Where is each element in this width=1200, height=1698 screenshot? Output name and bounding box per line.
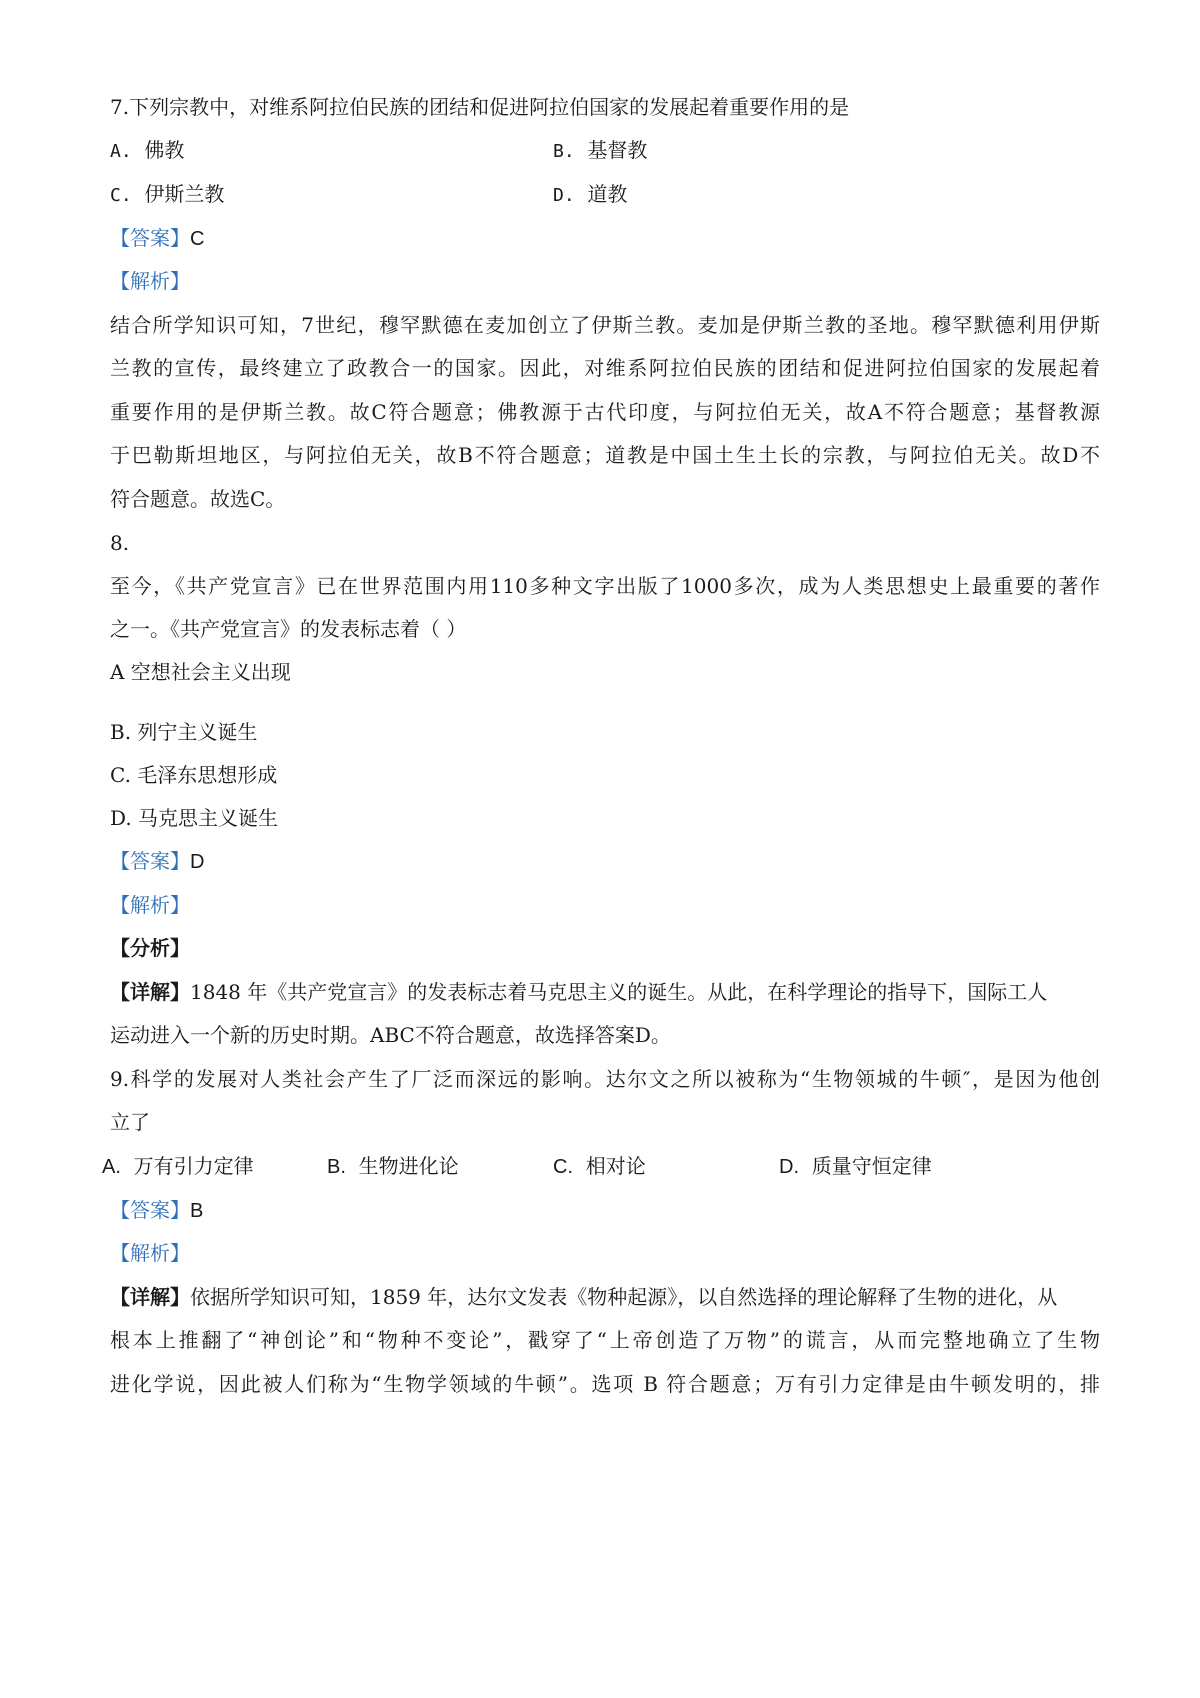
q7-option-a-text: 佛教	[144, 138, 185, 162]
q7-option-b-text: 基督教	[587, 138, 648, 162]
q7-analysis-line-5: 符合题意。故选C。	[110, 487, 286, 511]
q8-option-d[interactable]: D. 马克思主义诞生	[110, 806, 279, 830]
q7-option-a[interactable]	[110, 135, 184, 167]
q7-option-d-letter: D.	[553, 185, 575, 206]
q7-option-c-letter: C.	[110, 185, 132, 206]
q7-answer-value: C	[190, 228, 205, 250]
q9-option-c-text: 相对论	[585, 1154, 646, 1178]
q7-analysis-line-3: 重要作用的是伊斯兰教。故C符合题意；佛教源于古代印度，与阿拉伯无关，故A不符合题意；基督教源	[110, 400, 1100, 424]
q9-option-b[interactable]	[327, 1151, 459, 1182]
q8-stem-line-1: 至今，《共产党宣言》已在世界范围内用110多种文字出版了1000多次，成为人类思想史上最重要的著作	[110, 574, 1100, 598]
q7-option-b-letter: B.	[553, 141, 575, 162]
q7-option-b[interactable]	[553, 135, 647, 167]
q9-option-c-letter: C.	[553, 1156, 573, 1178]
q7-option-d[interactable]	[553, 179, 627, 211]
q8-option-b[interactable]: B. 列宁主义诞生	[110, 720, 258, 744]
q8-answer	[110, 846, 1100, 877]
q8-option-a[interactable]: A 空想社会主义出现	[110, 660, 291, 684]
q7-answer	[110, 223, 1100, 254]
q7-analysis-line-2: 兰教的宣传，最终建立了政教合一的国家。因此，对维系阿拉伯民族的团结和促进阿拉伯国家的发展起着	[110, 356, 1100, 380]
q8-detail-line-1: 【详解】1848 年《共产党宣言》的发表标志着马克思主义的诞生。从此，在科学理论的指导下，国际工人	[110, 980, 1048, 1004]
q7-analysis-tag: 【解析】	[110, 269, 190, 293]
q7-analysis-line-4: 于巴勒斯坦地区，与阿拉伯无关，故B不符合题意；道教是中国土生土长的宗教，与阿拉伯无关。故D不	[110, 443, 1100, 467]
q8-detail-line-2: 运动进入一个新的历史时期。ABC不符合题意，故选择答案D。	[110, 1023, 671, 1047]
q9-option-d-letter: D.	[779, 1156, 799, 1178]
q8-fenxi-tag: 【分析】	[110, 936, 190, 960]
q9-detail-line-1: 【详解】依据所学知识可知，1859 年，达尔文发表《物种起源》，以自然选择的理论解释了生物的进化，从	[110, 1285, 1058, 1309]
q9-option-a-text: 万有引力定律	[133, 1154, 254, 1178]
q9-option-d-text: 质量守恒定律	[811, 1154, 932, 1178]
q9-answer-tag: 【答案】	[110, 1198, 190, 1222]
q9-option-a[interactable]	[102, 1151, 254, 1182]
q9-option-b-text: 生物进化论	[358, 1154, 459, 1178]
q9-analysis-tag: 【解析】	[110, 1241, 190, 1265]
q9-detail-line-2: 根本上推翻了“神创论”和“物种不变论”，戳穿了“上帝创造了万物”的谎言，从而完整地确立了生物	[110, 1328, 1100, 1352]
q8-answer-value: D	[190, 851, 205, 873]
q9-option-c[interactable]	[553, 1151, 646, 1182]
q7-option-c-text: 伊斯兰教	[144, 182, 225, 206]
q8-answer-tag: 【答案】	[110, 849, 190, 873]
q9-stem-line-2: 立了	[110, 1110, 150, 1134]
q9-detail-line-3: 进化学说，因此被人们称为“生物学领域的牛顿”。选项 B 符合题意；万有引力定律是由牛顿发明的，排	[110, 1372, 1100, 1396]
q8-number: 8.	[110, 531, 130, 555]
q7-option-d-text: 道教	[587, 182, 628, 206]
q7-analysis-line-1: 结合所学知识可知，7世纪，穆罕默德在麦加创立了伊斯兰教。麦加是伊斯兰教的圣地。穆罕默德利用伊斯	[110, 313, 1100, 337]
q7-answer-tag: 【答案】	[110, 226, 190, 250]
q7-stem: 7.下列宗教中，对维系阿拉伯民族的团结和促进阿拉伯国家的发展起着重要作用的是	[110, 95, 850, 119]
q9-answer	[110, 1195, 1100, 1226]
q8-option-c[interactable]: C. 毛泽东思想形成	[110, 763, 278, 787]
q7-option-c[interactable]	[110, 179, 224, 211]
q9-option-a-letter: A.	[102, 1156, 121, 1178]
q9-answer-value: B	[190, 1200, 204, 1222]
q8-stem-line-2: 之一。《共产党宣言》的发表标志着（ ）	[110, 617, 467, 641]
q8-detail-tag: 【详解】	[110, 980, 190, 1004]
q8-analysis-tag: 【解析】	[110, 893, 190, 917]
q9-stem-line-1: 9.科学的发展对人类社会产生了厂泛而深远的影响。达尔文之所以被称为“生物领城的牛顿″，是因为他创	[110, 1067, 1100, 1091]
q9-option-d[interactable]	[779, 1151, 932, 1182]
q9-detail-tag: 【详解】	[110, 1285, 190, 1309]
q9-option-b-letter: B.	[327, 1156, 346, 1178]
q7-option-a-letter: A.	[110, 141, 132, 162]
